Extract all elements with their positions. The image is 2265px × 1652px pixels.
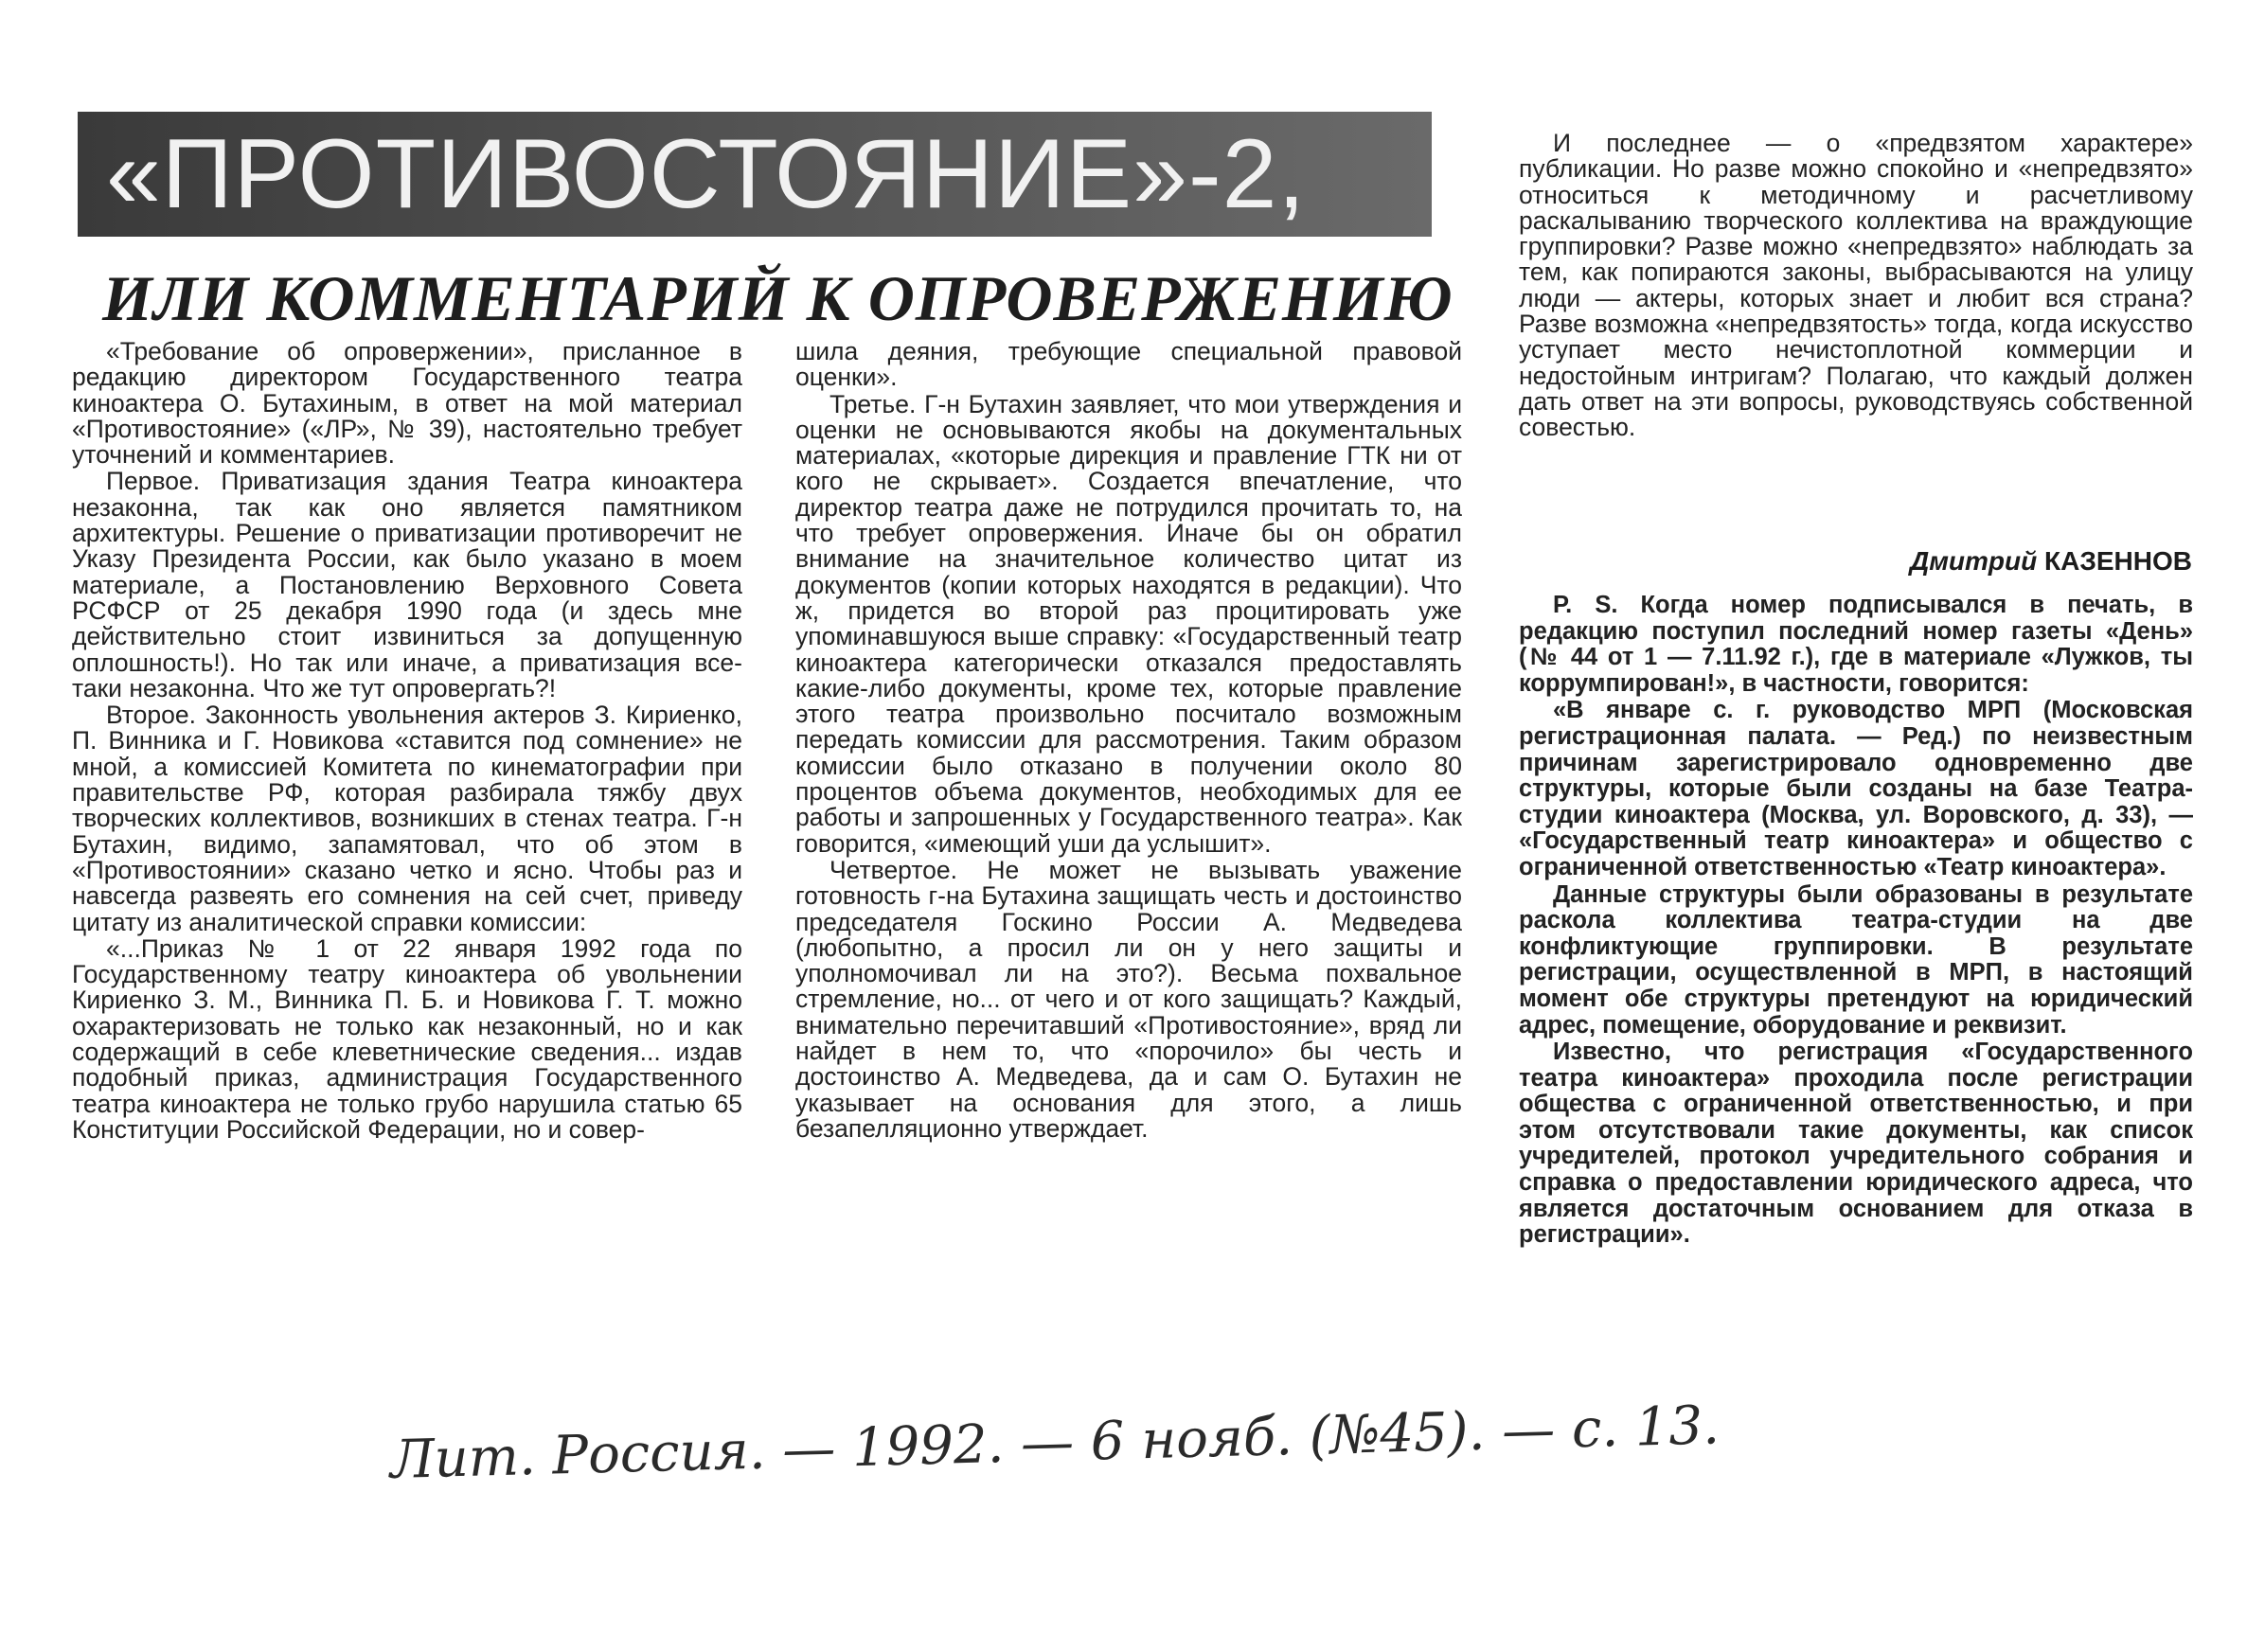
paragraph: Известно, что регистрация «Государственного театра киноактера» проходила после регистрации общества с ограниченной ответственностью, и при этом отсутствовали такие документы, как список учредителей, протокол учредительного собрания и справка о предоставлении юридического адреса, что является достаточным основанием для отказа в регистрации». [1519,1039,2193,1249]
subheadline: ИЛИ КОММЕНТАРИЙ К ОПРОВЕРЖЕНИЮ [102,262,1454,334]
column-3 [1519,131,2193,441]
column-1 [72,339,742,1143]
headline: «ПРОТИВОСТОЯНИЕ»-2, [106,119,1307,229]
paragraph: «...Приказ № 1 от 22 января 1992 года по Государственному театру киноактера об увольнении Кириенко З. М., Винника П. Б. и Новикова Г. Т. можно охарактеризовать не только как незаконный, но и как содержащий в себе клеветнические сведения... издав подобный приказ, администрация Государственного театра киноактера не только грубо нарушила статью 65 Конституции Российской Федерации, но и совер- [72,933,742,1144]
author-given-name: Дмитрий [1910,546,2038,576]
paragraph: Второе. Законность увольнения актеров З. Кириенко, П. Винника и Г. Новикова «ставится под сомнение» не мной, а комиссией Комитета по кинематографии при правительстве РФ, которая разбирала тяжбу двух творческих коллективов, возникших в стенах театра. Г-н Бутахин, видимо, запамятовал, что об этом в «Противостоянии» сказано четко и ясно. Чтобы раз и навсегда развеять его сомнения на сей счет, приведу цитату из аналитической справки комиссии: [72,701,742,936]
paragraph: Третье. Г-н Бутахин заявляет, что мои утверждения и оценки не основываются якобы на документальных материалах, «которые дирекция и правление ГТК ни от кого не скрывает». Создается впечатление, что директор театра даже не потрудился прочитать то, на что требует опровержения. Иначе бы он обратил внимание на значительное количество цитат из документов (копии которых находятся в редакции). Что ж, придется во второй раз процитировать уже упоминавшуюся выше справку: «Государственный театр киноактера категорически отказался предоставлять какие-либо документы, кроме тех, которые правление этого театра произвольно посчитало возможным передать комиссии для рассмотрения. Таким образом комиссии было отказано в получении около 80 процентов объема документов, необходимых для ее работы и запрошенных у Государственного театра». Как говорится, «имеющий уши да услышит». [795,389,1462,858]
handwritten-source-note: Лит. Россия. — 1992. — 6 нояб. (№45). — с. 13. [389,1394,1721,1491]
paragraph: Первое. Приватизация здания Театра киноактера незаконна, так как оно является памятником архитектуры. Решение о приватизации противоречит не Указу Президента России, как было указано в моем материале, а Постановлению Верховного Совета РСФСР от 25 декабря 1990 года (и здесь мне действительно стоит извиниться за допущенную оплошность!). Но так или иначе, а приватизация все-таки незаконна. Что же тут опровергать?! [72,467,742,702]
paragraph: И последнее — о «предвзятом характере» публикации. Но разве можно спокойно и «непредвзято» относиться к методичному и расчетливому раскалыванию творческого коллектива на враждующие группировки? Разве можно «непредвзято» наблюдать за тем, как попираются законы, выбрасываются на улицу люди — актеры, которых знает и любит вся страна? Разве возможна «непредвзятость» тогда, когда искусство уступает место нечистоплотной коммерции и недостойным интригам? Полагаю, что каждый должен дать ответ на эти вопросы, руководствуясь собственной совестью. [1519,129,2193,442]
paragraph: Р. S. Когда номер подписывался в печать, в редакцию поступил последний номер газеты «День» (№ 44 от 1 — 7.11.92 г.), где в материале «Лужков, ты коррумпирован!», в частности, говорится: [1519,592,2193,697]
author-signature [1880,545,2192,577]
paragraph: шила деяния, требующие специальной правовой оценки». [795,337,1462,392]
paragraph: Четвертое. Не может не вызывать уважение готовность г-на Бутахина защищать честь и достоинство председателя Госкино России А. Медведева (любопытно, а просил ли он у него защиты и уполномочивал ли на это?). Весьма похвальное стремление, но... от чего и от кого защищать? Каждый, внимательно перечитавший «Противостояние», вряд ли найдет в нем то, что «порочило» бы честь и достоинство А. Медведева, да и сам О. Бутахин не указывает на основания для этого, а лишь безапелляционно утверждает. [795,855,1462,1143]
postscript [1519,593,2193,1249]
column-2 [795,339,1462,1142]
paragraph: «В январе с. г. руководство МРП (Московская регистрационная палата. — Ред.) по неизвестным причинам зарегистрировало одновременно две структуры, которые были созданы на базе Театра-студии киноактера (Москва, ул. Воровского, д. 33), — «Государственный театр киноактера» и общество с ограниченной ответственностью «Театр киноактера». [1519,697,2193,880]
paragraph: Данные структуры были образованы в результате раскола коллектива театра-студии на две конфликтующие группировки. В результате регистрации, осуществленной в МРП, в настоящий момент обе структуры претендуют на юридический адрес, помещение, оборудование и реквизит. [1519,880,2193,1039]
author-family-name: КАЗЕННОВ [2044,546,2192,576]
paragraph: «Требование об опровержении», присланное в редакцию директором Государственного театра киноактера О. Бутахиным, в ответ на мой материал «Противостояние» («ЛР», № 39), настоятельно требует уточнений и комментариев. [72,337,742,470]
headline-banner [78,112,1432,237]
